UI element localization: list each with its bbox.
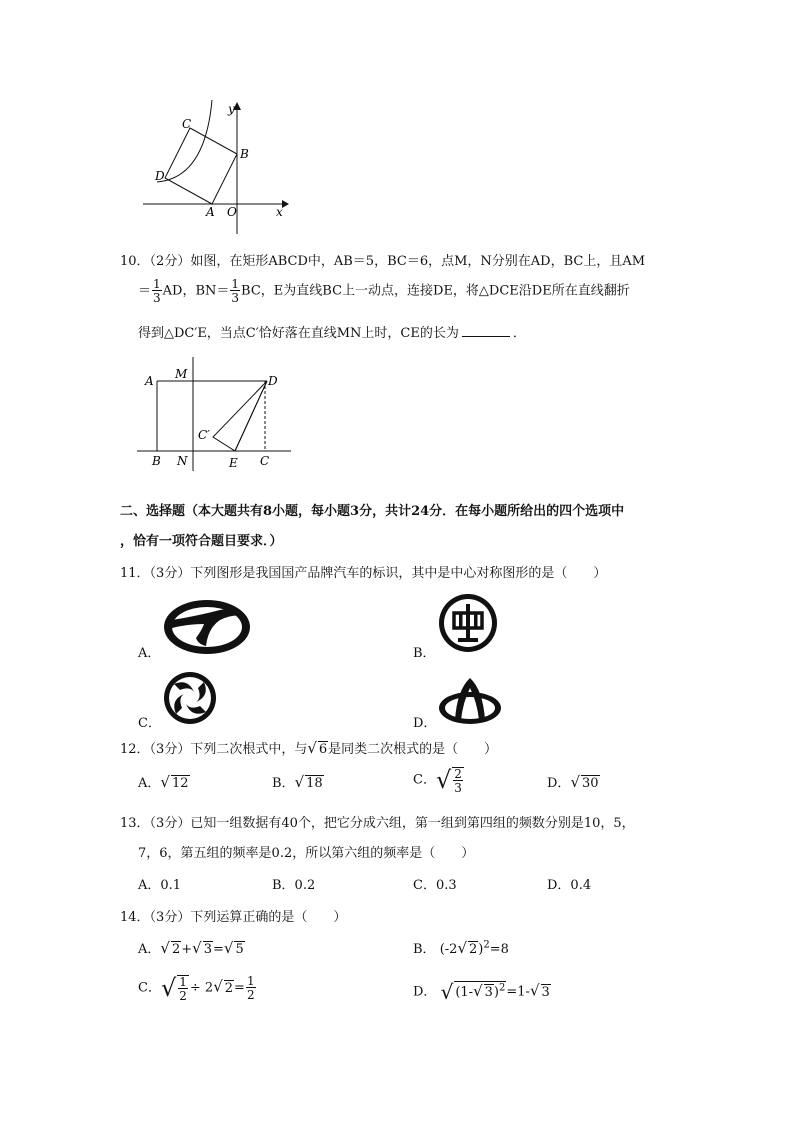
q11-C-label: C． xyxy=(138,716,161,731)
answer-blank[interactable] xyxy=(462,336,510,337)
label-A: A xyxy=(145,374,154,388)
q13-line1: 13．（3分）已知一组数据有40个，把它分成六组，第一组到第四组的频数分别是10，5， xyxy=(120,816,635,831)
q14-stem: 14．（3分）下列运算正确的是（ ） xyxy=(120,910,347,925)
q14-option-A[interactable]: A．√ 2+√ 3=√ 5 xyxy=(138,939,244,957)
q10-text-mid1: AD，BN＝ xyxy=(162,283,230,299)
section2-header-line2: ，恰有一项符合题目要求．） xyxy=(120,534,283,549)
q12-C-label: C． xyxy=(413,772,436,788)
label-C-prime: C′ xyxy=(198,428,210,442)
q14-B-label: B． xyxy=(413,942,436,957)
q11-option-A[interactable] xyxy=(138,642,160,661)
q10-fraction-1: $\frac{1}{3}$ xyxy=(153,277,161,305)
q11-B-label: B． xyxy=(413,646,436,661)
q12-D-radicand: 30 xyxy=(582,776,599,791)
figure-q9 xyxy=(140,100,290,240)
q10-line1: 10．（2分）如图，在矩形ABCD中，AB＝5，BC＝6，点M，N分别在AD，BC上，且AM xyxy=(120,254,646,269)
figure-q10 xyxy=(135,355,300,473)
q14-C-result: $\frac{1}{2}$ xyxy=(246,974,255,1002)
logo-C-icon xyxy=(162,670,218,726)
q12-A-label: A． xyxy=(138,776,161,791)
q10-text-mid2: BC，E为直线BC上一动点，连接DE，将△DCE沿DE所在直线翻折 xyxy=(241,283,630,299)
q11-D-label: D． xyxy=(413,716,437,731)
line-DE xyxy=(235,381,267,451)
q13-option-D[interactable]: D．0.4 xyxy=(547,878,592,893)
x-axis-arrow xyxy=(282,200,289,208)
q13-line2: 7，6，第五组的频率是0.2，所以第六组的频率是（ ） xyxy=(138,846,475,861)
q10-fraction-2: $\frac{1}{3}$ xyxy=(231,277,240,305)
q14-C-fraction: $\frac{1}{2}$ xyxy=(179,974,187,1003)
logo-B-icon xyxy=(437,592,499,654)
label-y: y xyxy=(228,102,235,116)
label-D: D xyxy=(155,169,165,183)
q11-A-label: A． xyxy=(138,646,161,661)
label-O: O xyxy=(227,205,237,219)
section2-header-line1: 二、选择题（本大题共有8小题，每小题3分，共计24分．在每小题所给出的四个选项中 xyxy=(120,504,625,519)
q11-option-B[interactable] xyxy=(413,642,436,661)
hyperbola-curve xyxy=(157,100,212,182)
q10-line3 xyxy=(138,322,526,341)
q12-option-A[interactable]: A．√ 12 xyxy=(138,773,189,791)
q13-option-C[interactable]: C．0.3 xyxy=(413,878,457,893)
q14-C-label: C． xyxy=(138,980,161,996)
q10-line3-text: 得到△DC′E，当点C′恰好落在直线MN上时，CE的长为 xyxy=(138,326,459,341)
q10-line2 xyxy=(138,278,630,304)
q12-B-label: B． xyxy=(272,776,295,791)
q12-stem-pre: 12．（3分）下列二次根式中，与 xyxy=(120,742,308,757)
label-C: C xyxy=(260,454,270,468)
logo-D-icon xyxy=(437,674,503,728)
q11-option-C[interactable] xyxy=(138,712,161,731)
q13-option-B[interactable]: B．0.2 xyxy=(272,878,316,893)
q14-option-D[interactable]: D． √ (1-√ 3)$^2$=1-√ 3 xyxy=(413,980,550,1004)
label-x: x xyxy=(276,205,283,219)
q12-A-radicand: 12 xyxy=(171,776,189,791)
label-N: N xyxy=(177,454,188,468)
label-M: M xyxy=(175,367,188,381)
q12-option-C[interactable]: C．√ $\frac{2}{3}$ xyxy=(413,766,462,795)
label-B: B xyxy=(240,147,249,161)
q12-stem-post: 是同类二次根式的是（ ） xyxy=(328,742,498,757)
q12-stem-radicand: 6 xyxy=(318,742,328,757)
q14-D-label: D． xyxy=(413,984,437,1000)
q12-D-label: D． xyxy=(547,776,571,791)
q12-stem: 12．（3分）下列二次根式中，与√ 6是同类二次根式的是（ ） xyxy=(120,739,498,757)
label-A: A xyxy=(206,205,215,219)
q14-A-label: A． xyxy=(138,942,161,957)
label-B: B xyxy=(152,454,161,468)
q10-line3-end: ． xyxy=(512,326,526,341)
q10-eq: ＝ xyxy=(138,283,152,299)
q12-option-D[interactable]: D．√ 30 xyxy=(547,773,599,791)
q11-stem: 11．（3分）下列图形是我国国产品牌汽车的标识，其中是中心对称图形的是（ ） xyxy=(120,566,607,581)
q11-option-D[interactable] xyxy=(413,712,436,731)
label-C: C xyxy=(182,117,192,131)
square-ABCD xyxy=(165,128,237,204)
q12-C-fraction: $\frac{2}{3}$ xyxy=(454,766,462,795)
q12-option-B[interactable]: B．√ 18 xyxy=(272,773,323,791)
q14-option-C[interactable]: C．√ $\frac{1}{2}$ ÷ 2√ 2= $\frac{1}{2}$ xyxy=(138,974,255,1003)
q13-option-A[interactable]: A．0.1 xyxy=(138,878,182,893)
q12-B-radicand: 18 xyxy=(306,776,323,791)
q14-option-B[interactable]: B． (-2√ 2)$^2$=8 xyxy=(413,939,509,957)
label-D: D xyxy=(268,374,278,388)
label-E: E xyxy=(229,456,238,470)
logo-A-icon xyxy=(162,598,252,656)
